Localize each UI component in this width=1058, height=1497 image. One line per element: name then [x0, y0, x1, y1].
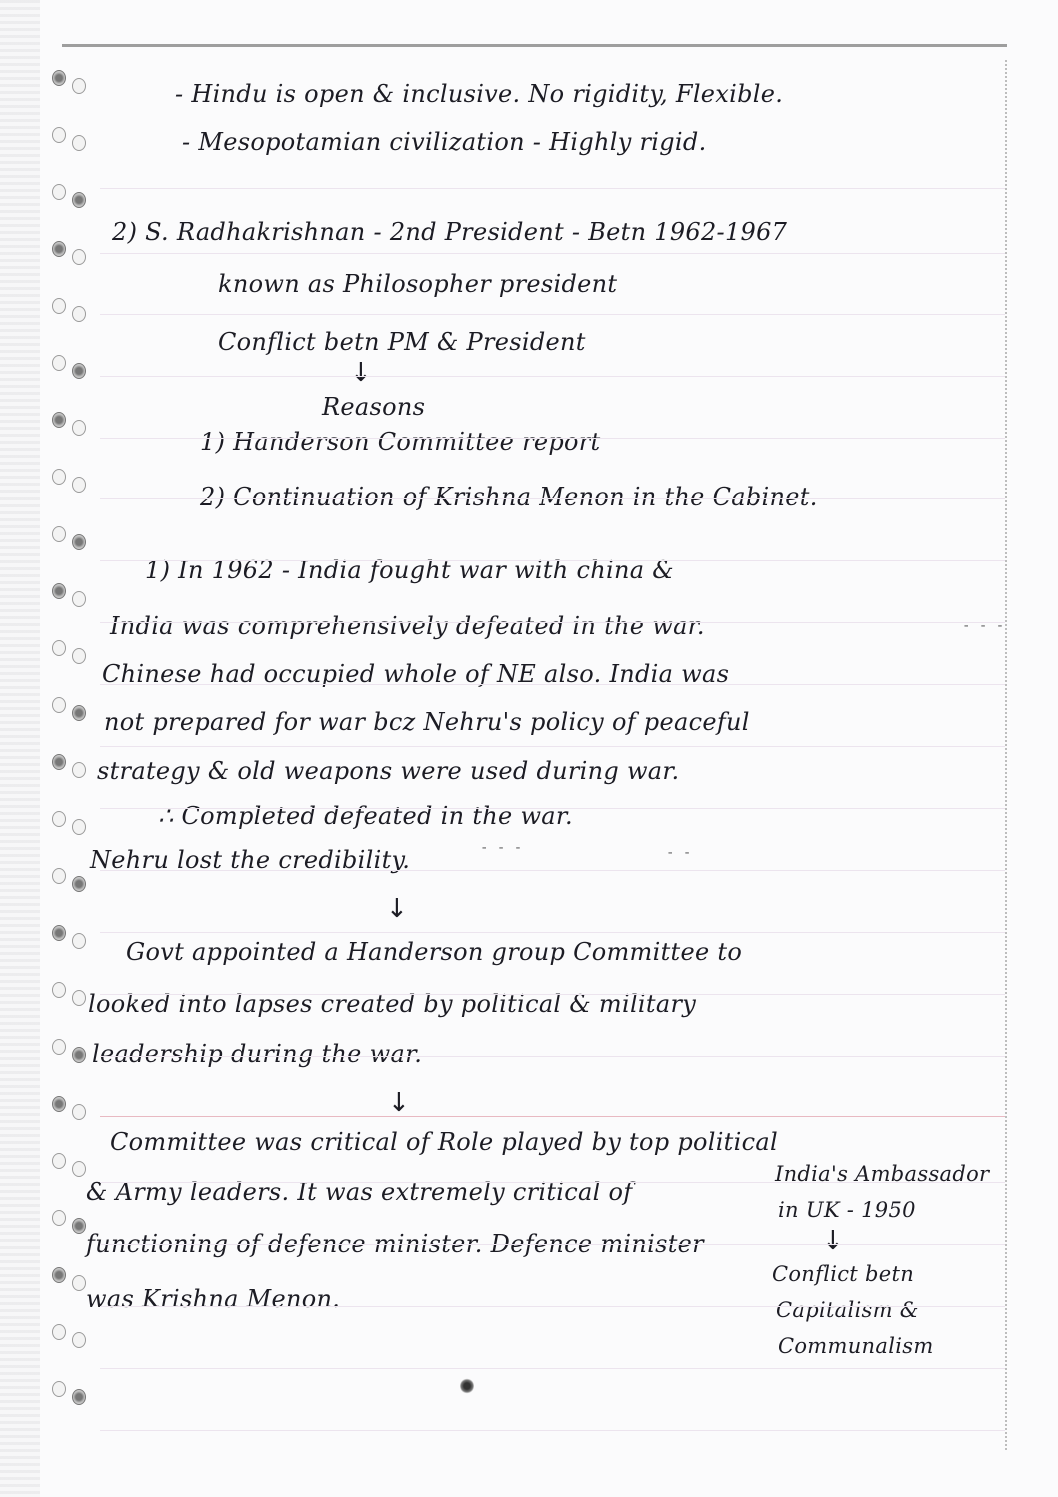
ruled-line [100, 808, 1005, 809]
binding-hole [72, 1332, 86, 1348]
ruled-line [100, 684, 1005, 685]
binding-hole [52, 754, 66, 770]
binding-hole [72, 306, 86, 322]
binding-hole [52, 811, 66, 827]
ruled-line [100, 253, 1005, 254]
side-note-line-4: Capitalism & [776, 1298, 919, 1322]
scan-mark: - - - [480, 840, 523, 856]
binding-hole [72, 1389, 86, 1405]
side-note-line-5: Communalism [778, 1334, 934, 1358]
binding-hole [72, 363, 86, 379]
ruled-line [100, 622, 1005, 623]
binding-hole [52, 1381, 66, 1397]
ruled-line [100, 1116, 1005, 1117]
note-reason-2: 2) Continuation of Krishna Menon in the Cabinet. [200, 483, 818, 511]
note-line-13: strategy & old weapons were used during war. [97, 757, 680, 785]
ruled-line [100, 188, 1005, 189]
ruled-line [100, 1244, 1005, 1245]
scan-mark: - - [666, 845, 692, 861]
binding-hole [52, 184, 66, 200]
binding-hole [52, 1039, 66, 1055]
binding-hole [52, 868, 66, 884]
binding-hole [52, 355, 66, 371]
spiral-binding [0, 0, 100, 1497]
binding-hole [72, 78, 86, 94]
note-line-17: looked into lapses created by political & military [88, 990, 697, 1018]
scan-mark: - - - [962, 618, 1005, 634]
note-reasons: Reasons [322, 393, 426, 421]
ruled-line [100, 376, 1005, 377]
binding-hole [52, 469, 66, 485]
binding-hole [52, 298, 66, 314]
side-note-arrow: ↓ [822, 1226, 844, 1256]
arrow-down-2: ↓ [386, 894, 408, 924]
note-heading-radhakrishnan: 2) S. Radhakrishnan - 2nd President - Betn 1962-1967 [112, 218, 788, 246]
binding-hole [72, 477, 86, 493]
binding-hole [52, 241, 66, 257]
note-line-5: Conflict betn PM & President [218, 328, 586, 356]
ruled-line [100, 746, 1005, 747]
note-line-1: - Hindu is open & inclusive. No rigidity, Flexible. [175, 80, 784, 108]
binding-hole [72, 819, 86, 835]
note-line-15: Nehru lost the credibility. [90, 846, 411, 874]
ruled-line [100, 870, 1005, 871]
binding-edge [0, 0, 40, 1497]
binding-hole [72, 1275, 86, 1291]
binding-hole [52, 583, 66, 599]
note-line-18: leadership during the war. [92, 1040, 423, 1068]
ruled-line [100, 560, 1005, 561]
ruled-line [100, 994, 1005, 995]
page-right-margin [1005, 60, 1007, 1450]
ruled-line [100, 1306, 1005, 1307]
ruled-line [100, 498, 1005, 499]
note-line-22: was Krishna Menon. [86, 1285, 341, 1313]
binding-hole [72, 249, 86, 265]
binding-hole [52, 640, 66, 656]
note-line-19: Committee was critical of Role played by top political [110, 1128, 778, 1156]
note-line-20: & Army leaders. It was extremely critical of [86, 1178, 633, 1206]
note-line-21: functioning of defence minister. Defence minister [86, 1230, 704, 1258]
binding-hole [52, 1153, 66, 1169]
binding-hole [72, 933, 86, 949]
note-line-10: India was comprehensively defeated in the war. [110, 612, 705, 640]
binding-hole [52, 526, 66, 542]
binding-hole [72, 648, 86, 664]
binding-hole [52, 1210, 66, 1226]
side-note-line-3: Conflict betn [772, 1262, 915, 1286]
note-line-12: not prepared for war bcz Nehru's policy of peaceful [104, 708, 750, 736]
binding-hole [72, 420, 86, 436]
binding-hole [72, 1047, 86, 1063]
side-note-line-1: India's Ambassador [775, 1162, 990, 1186]
note-line-14: ∴ Completed defeated in the war. [158, 802, 573, 830]
binding-hole [52, 127, 66, 143]
binding-hole [52, 412, 66, 428]
side-note-line-2: in UK - 1950 [778, 1198, 916, 1222]
ruled-line [100, 1368, 1005, 1369]
arrow-down-1: ↓ [350, 358, 372, 388]
note-line-4: known as Philosopher president [218, 270, 618, 298]
ruled-line [100, 438, 1005, 439]
binding-hole [72, 1161, 86, 1177]
binding-hole [72, 876, 86, 892]
binding-hole [72, 591, 86, 607]
note-line-16: Govt appointed a Handerson group Committee to [126, 938, 743, 966]
ruled-line [100, 1056, 1005, 1057]
ruled-line [100, 932, 1005, 933]
note-line-11: Chinese had occupied whole of NE also. India was [102, 660, 730, 688]
binding-hole [72, 534, 86, 550]
binding-hole [52, 697, 66, 713]
binding-hole [72, 762, 86, 778]
binding-hole [52, 70, 66, 86]
page-top-border [62, 44, 1007, 47]
ruled-line [100, 314, 1005, 315]
ink-blot [460, 1378, 474, 1394]
binding-hole [52, 1324, 66, 1340]
arrow-down-3: ↓ [388, 1088, 410, 1118]
binding-hole [72, 990, 86, 1006]
binding-hole [72, 1218, 86, 1234]
note-line-2: - Mesopotamian civilization - Highly rigid. [182, 128, 707, 156]
binding-hole [72, 705, 86, 721]
binding-hole [72, 1104, 86, 1120]
ruled-line [100, 1182, 1005, 1183]
ruled-line [100, 1430, 1005, 1431]
binding-hole [52, 1267, 66, 1283]
note-line-9: 1) In 1962 - India fought war with china & [145, 556, 674, 584]
binding-hole [72, 135, 86, 151]
note-reason-1: 1) Handerson Committee report [200, 428, 601, 456]
binding-hole [52, 982, 66, 998]
binding-hole [52, 1096, 66, 1112]
binding-hole [72, 192, 86, 208]
binding-hole [52, 925, 66, 941]
